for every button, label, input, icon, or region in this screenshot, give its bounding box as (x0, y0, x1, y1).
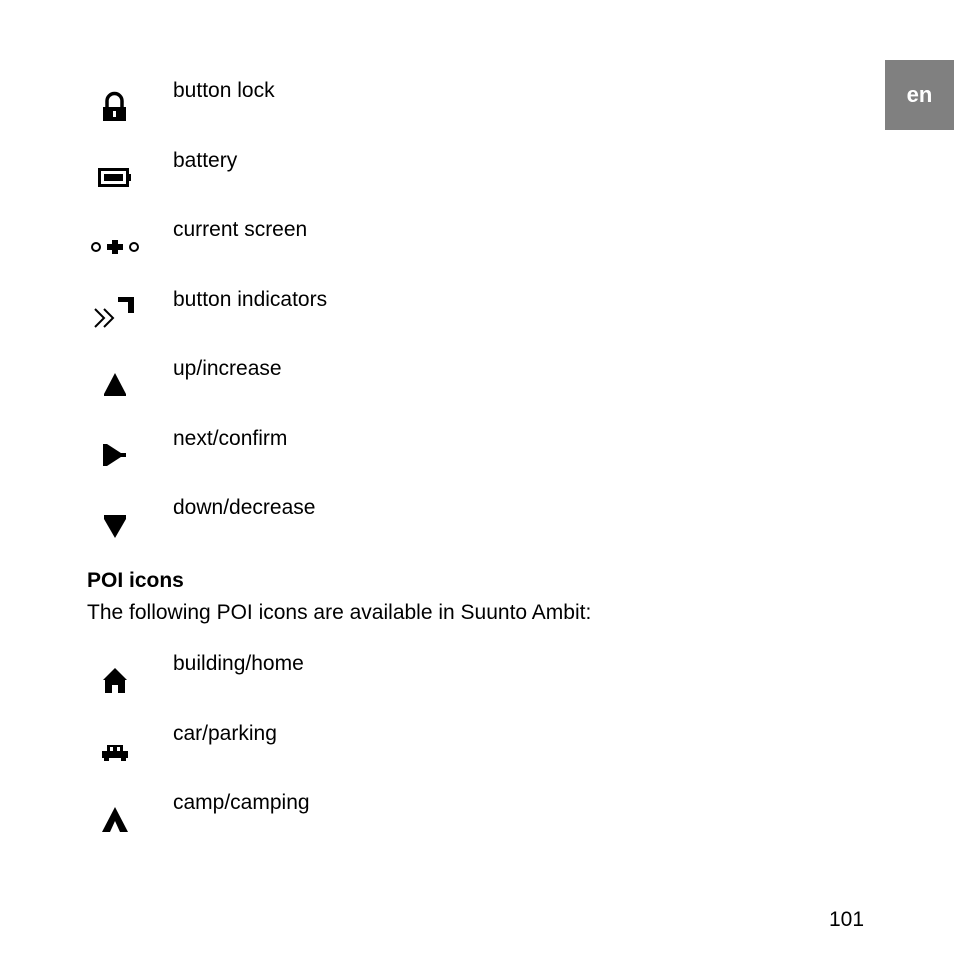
icon-label: down/decrease (173, 496, 316, 519)
car-parking-icon (90, 722, 140, 782)
next-arrow-icon (90, 427, 140, 487)
up-arrow-icon (90, 357, 140, 417)
icon-row-down-decrease (0, 496, 800, 556)
down-arrow-icon (90, 496, 140, 556)
icon-row-current-screen (0, 218, 800, 278)
battery-icon (90, 149, 140, 209)
button-indicators-icon (90, 288, 140, 348)
section-heading: POI icons (87, 569, 184, 592)
section-intro: The following POI icons are available in Suunto Ambit: (87, 601, 592, 624)
icon-label: button lock (173, 79, 275, 102)
icon-label: building/home (173, 652, 304, 675)
icon-label: up/increase (173, 357, 282, 380)
building-home-icon (90, 652, 140, 712)
language-tab: en (885, 60, 954, 130)
icon-row-battery (0, 149, 800, 209)
icon-label: car/parking (173, 722, 277, 745)
icon-label: current screen (173, 218, 308, 241)
lock-icon (90, 79, 140, 139)
icon-row-up-increase (0, 357, 800, 417)
icon-row-car-parking (0, 722, 800, 782)
icon-row-button-indicators (0, 288, 800, 348)
icon-label: next/confirm (173, 427, 288, 450)
icon-row-next-confirm (0, 427, 800, 487)
icon-label: camp/camping (173, 791, 310, 814)
icon-row-button-lock (0, 79, 800, 139)
icon-label: battery (173, 149, 238, 172)
icon-row-building-home (0, 652, 800, 712)
icon-label: button indicators (173, 288, 328, 311)
page-number: 101 (829, 908, 865, 931)
current-screen-icon (90, 218, 140, 278)
camp-tent-icon (90, 791, 140, 851)
icon-row-camp-camping (0, 791, 800, 851)
